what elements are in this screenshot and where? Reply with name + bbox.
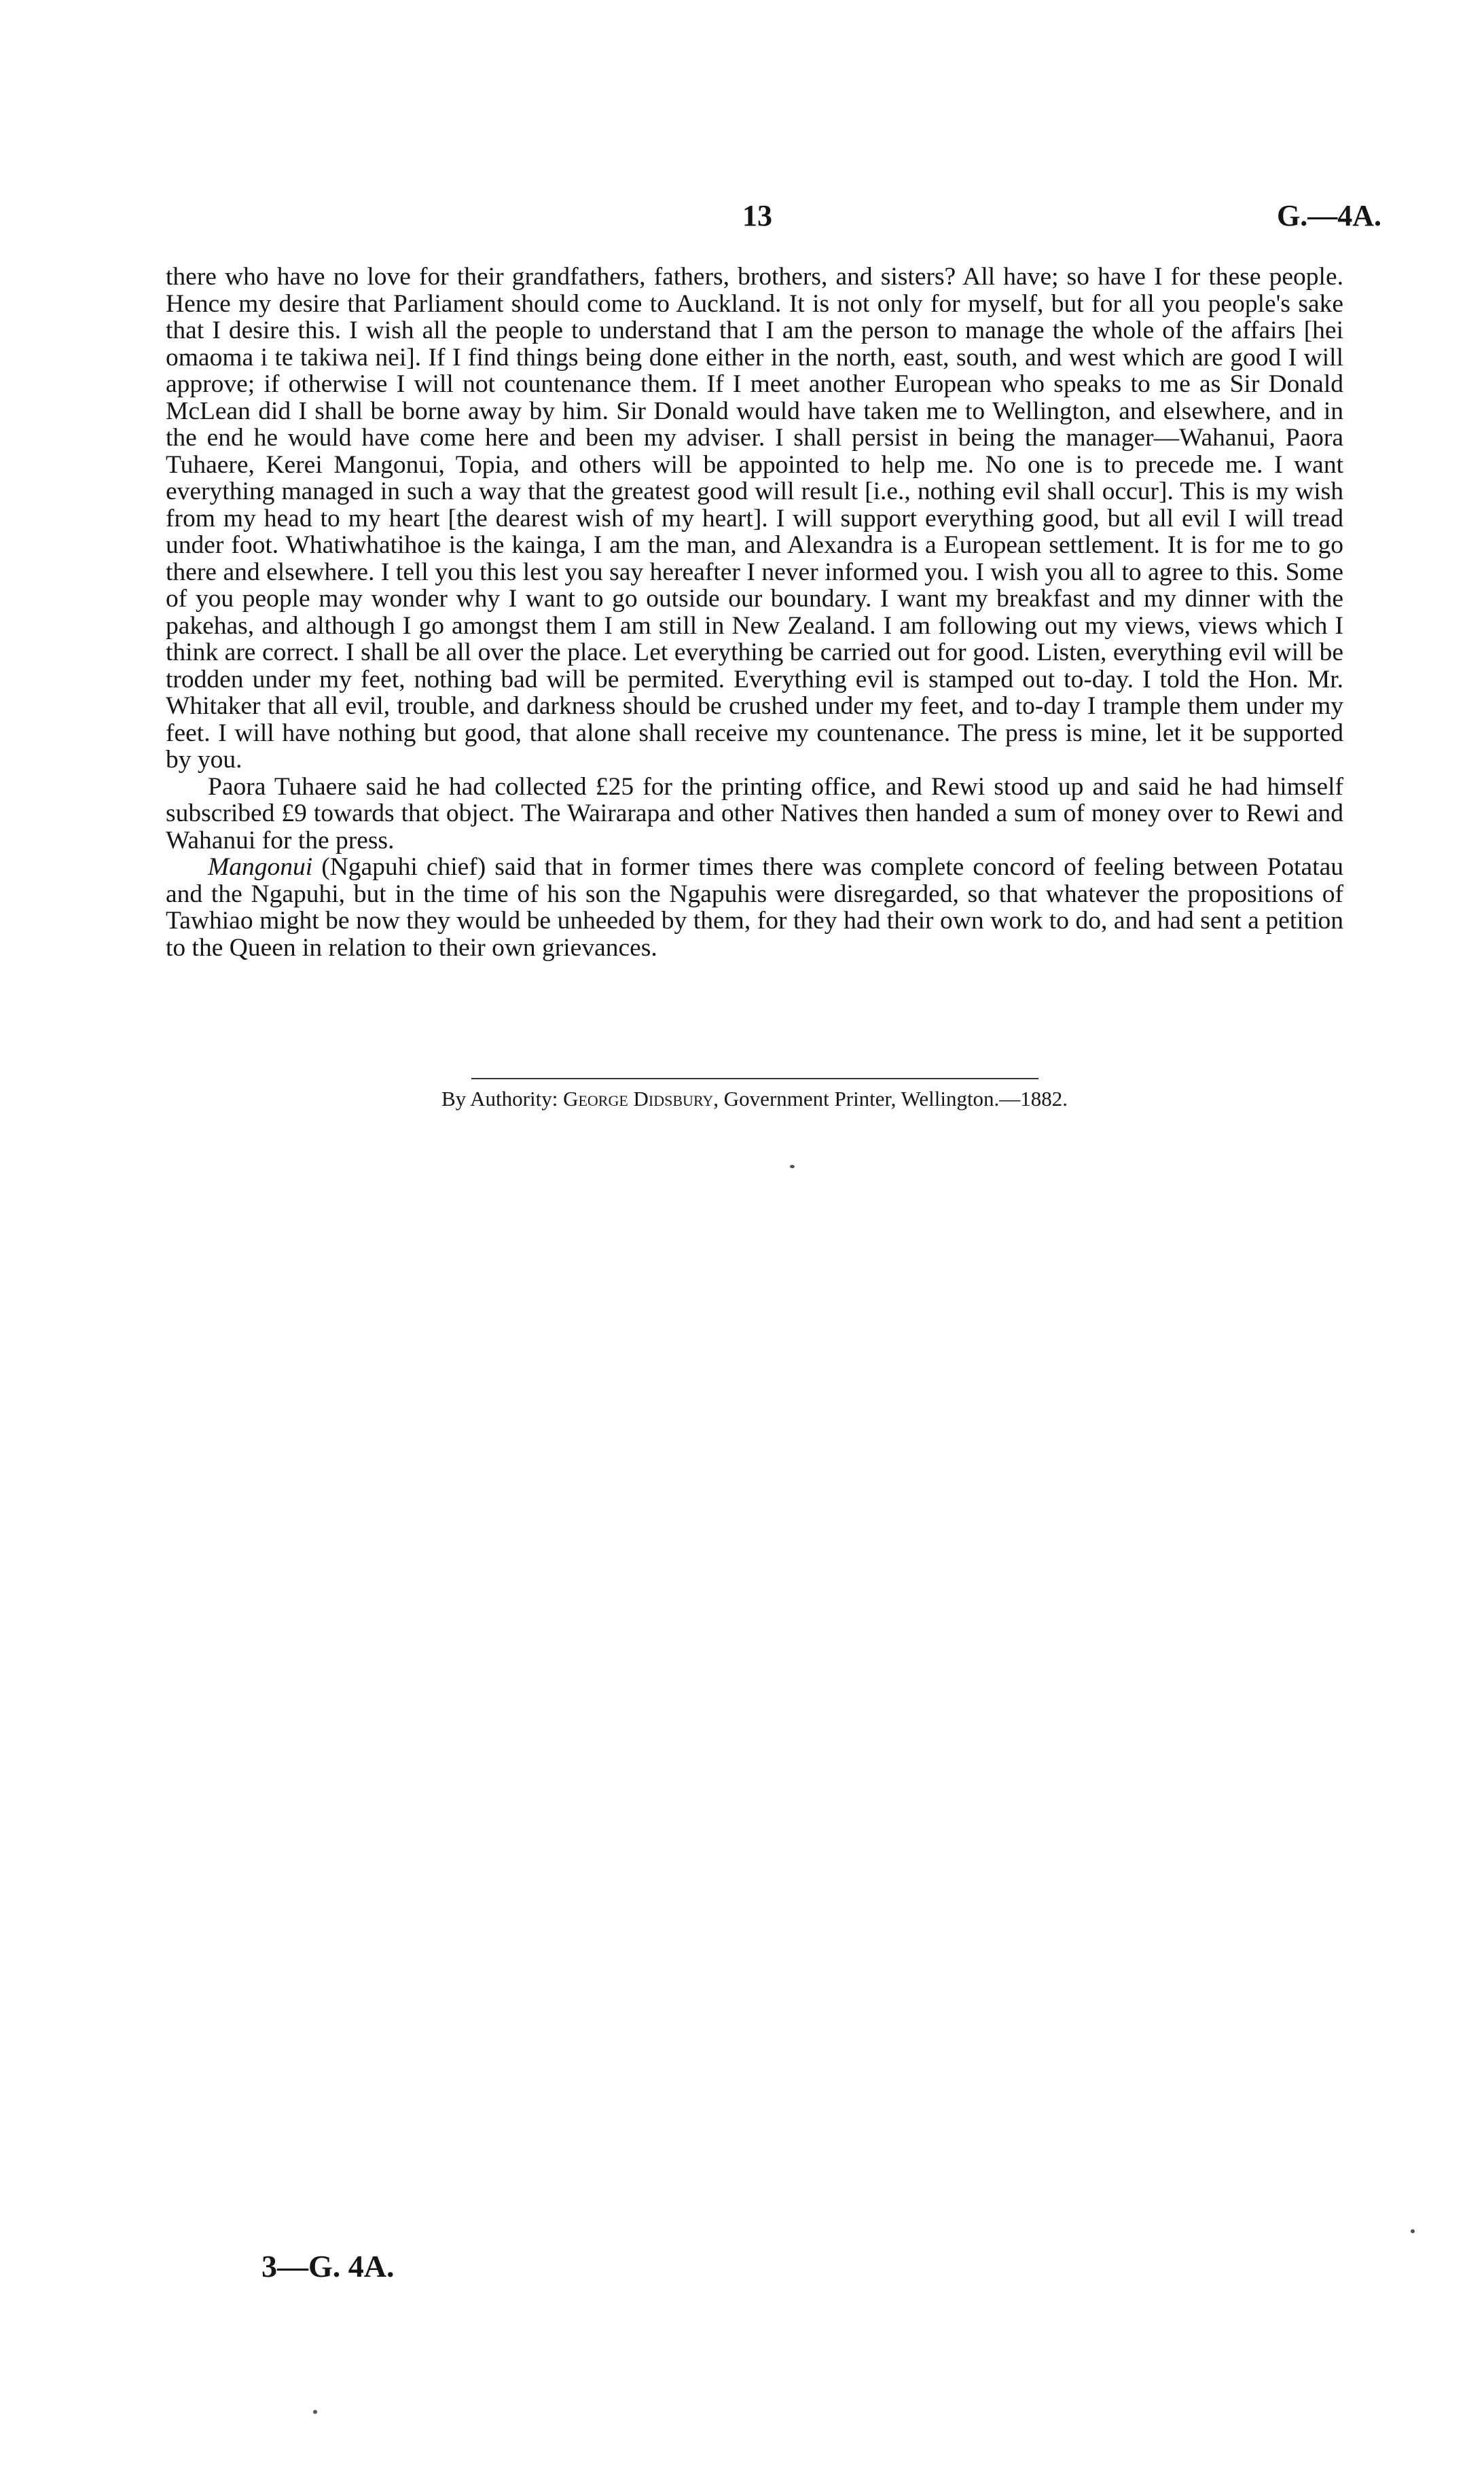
paragraph-press-subscription bbox=[166, 774, 1343, 854]
imprint-suffix: , Government Printer, Wellington.—1882. bbox=[713, 1087, 1068, 1111]
ink-speck bbox=[790, 1165, 795, 1168]
signature-mark: 3—G. 4A. bbox=[261, 2249, 395, 2284]
paragraph-text: (Ngapuhi chief) said that in former times there was complete concord of feeling between Potatau and the Ngapuhi, but in the time of his son the Ngapuhis were disregarded, so that whatever the propositions of Tawhiao might be now they would be unheeded by them, for they had their own work to do, and had sent a petition to the Queen in relation to their own grievances. bbox=[166, 853, 1343, 962]
speaker-name: Mangonui bbox=[208, 853, 313, 881]
ink-speck bbox=[313, 2410, 317, 2414]
document-reference: G.—4A. bbox=[1277, 199, 1381, 232]
paragraph-continuation bbox=[166, 264, 1343, 774]
paragraph-mangonui bbox=[166, 854, 1343, 961]
printer-name: George Didsbury bbox=[563, 1087, 714, 1111]
page-number: 13 bbox=[742, 199, 772, 232]
paragraph-text: Paora Tuhaere said he had collected £25 for the printing office, and Rewi stood up and said he had himself subscribed £9 towards that object. The Wairarapa and other Natives then handed a sum of money over to Rewi and Wahanui for the press. bbox=[166, 772, 1343, 854]
paragraph-text: there who have no love for their grandfathers, fathers, brothers, and sisters? All have; so have I for these people. Hence my desire that Parliament should come to Auckland. It is not only for myself, but for all you people's sake that I desire this. I wish all the people to understand that I am the person to manage the whole of the affairs [hei omaoma i te takiwa nei]. If I find things being done either in the north, east, south, and west which are good I will approve; if otherwise I will not countenance them. If I meet another European who speaks to me as Sir Donald McLean did I shall be borne away by him. Sir Donald would have taken me to Wellington, and elsewhere, and in the end he would have come here and been my adviser. I shall persist in being the manager—Wahanui, Paora Tuhaere, Kerei Mangonui, Topia, and others will be appointed to help me. No one is to precede me. I want everything managed in such a way that the greatest good will result [i.e., nothing evil shall occur]. This is my wish from my head to my heart [the dearest wish of my heart]. I will support everything good, but all evil I will tread under foot. Whatiwhatihoe is the kainga, I am the man, and Alexandra is a European settlement. It is for me to go there and elsewhere. I tell you this lest you say hereafter I never informed you. I wish you all to agree to this. Some of you people may wonder why I want to go outside our boundary. I want my breakfast and my dinner with the pakehas, and although I go amongst them I am still in New Zealand. I am following out my views, views which I think are correct. I shall be all over the place. Let everything be carried out for good. Listen, everything evil will be trodden under my feet, nothing bad will be permited. Everything evil is stamped out to-day. I told the Hon. Mr. Whitaker that all evil, trouble, and darkness should be crushed under my feet, and to-day I trample them under my feet. I will have nothing but good, that alone shall receive my countenance. The press is mine, let it be supported by you. bbox=[166, 263, 1343, 774]
ink-speck bbox=[1411, 2229, 1415, 2233]
imprint-prefix: By Authority: bbox=[441, 1087, 564, 1111]
body-text bbox=[166, 264, 1343, 961]
printer-imprint bbox=[166, 1085, 1343, 1113]
imprint-rule bbox=[471, 1078, 1038, 1079]
